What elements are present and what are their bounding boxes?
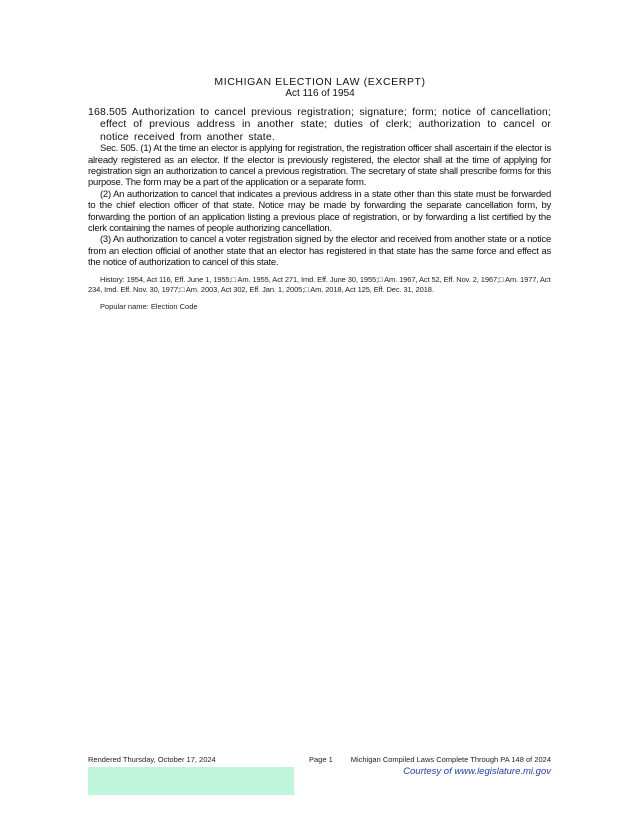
document-title: MICHIGAN ELECTION LAW (EXCERPT) [214, 76, 426, 88]
compiled-through: Michigan Compiled Laws Complete Through PA 148 of 2024 [350, 755, 551, 764]
subsection-1: Sec. 505. (1) At the time an elector is applying for registration, the registration officer shall ascertain if the elector is already registered as an elector. If the elector is previously registered, the elector shall at the time of applying for registration sign an authorization to cancel a previous registration. The secretary of state shall prescribe forms for this purpose. The form may be a part of the application or a separate form. [88, 143, 551, 189]
statute-section [88, 106, 551, 312]
section-heading: 168.505 Authorization to cancel previous registration; signature; form; notice of cancellation; effect of previous address in another state; duties of clerk; authorization to cancel or notice received from another state. [88, 106, 551, 143]
subsection-2: (2) An authorization to cancel that indicates a previous address in a state other than this state must be forwarded to the chief election officer of that state. Notice may be made by forwarding the separate cancellation form, by forwarding the portion of an application listing a previous place of registration, or by forwarding a list certified by the clerk containing the names of people authorizing cancellation. [88, 188, 551, 235]
subsection-3: (3) An authorization to cancel a voter registration signed by the elector and received from another state or a notice from an election official of another state that an elector has registered in that state has the same force and effect as the notice of authorization to cancel of this state. [88, 234, 551, 269]
footer-highlight-box [88, 767, 294, 795]
act-subtitle: Act 116 of 1954 [285, 88, 355, 99]
rendered-date: Rendered Thursday, October 17, 2024 [88, 755, 216, 764]
courtesy-link[interactable]: Courtesy of www.legislature.mi.gov [403, 766, 551, 777]
popular-name: Popular name: Election Code [100, 302, 198, 312]
document-header [0, 76, 640, 100]
history-note: History: 1954, Act 116, Eff. June 1, 1955;□ Am. 1955, Act 271, Imd. Eff. June 30, 1955;□ Am. 1967, Act 52, Eff. Nov. 2, 1967;□ Am. 1977, Act 234, Imd. Eff. Nov. 30, 1977;□ Am. 2003, Act 302, Eff. Jan. 1, 2005;□ Am. 2018, Act 125, Eff. Dec. 31, 2018. [88, 274, 551, 295]
page-number: Page 1 [309, 755, 333, 764]
